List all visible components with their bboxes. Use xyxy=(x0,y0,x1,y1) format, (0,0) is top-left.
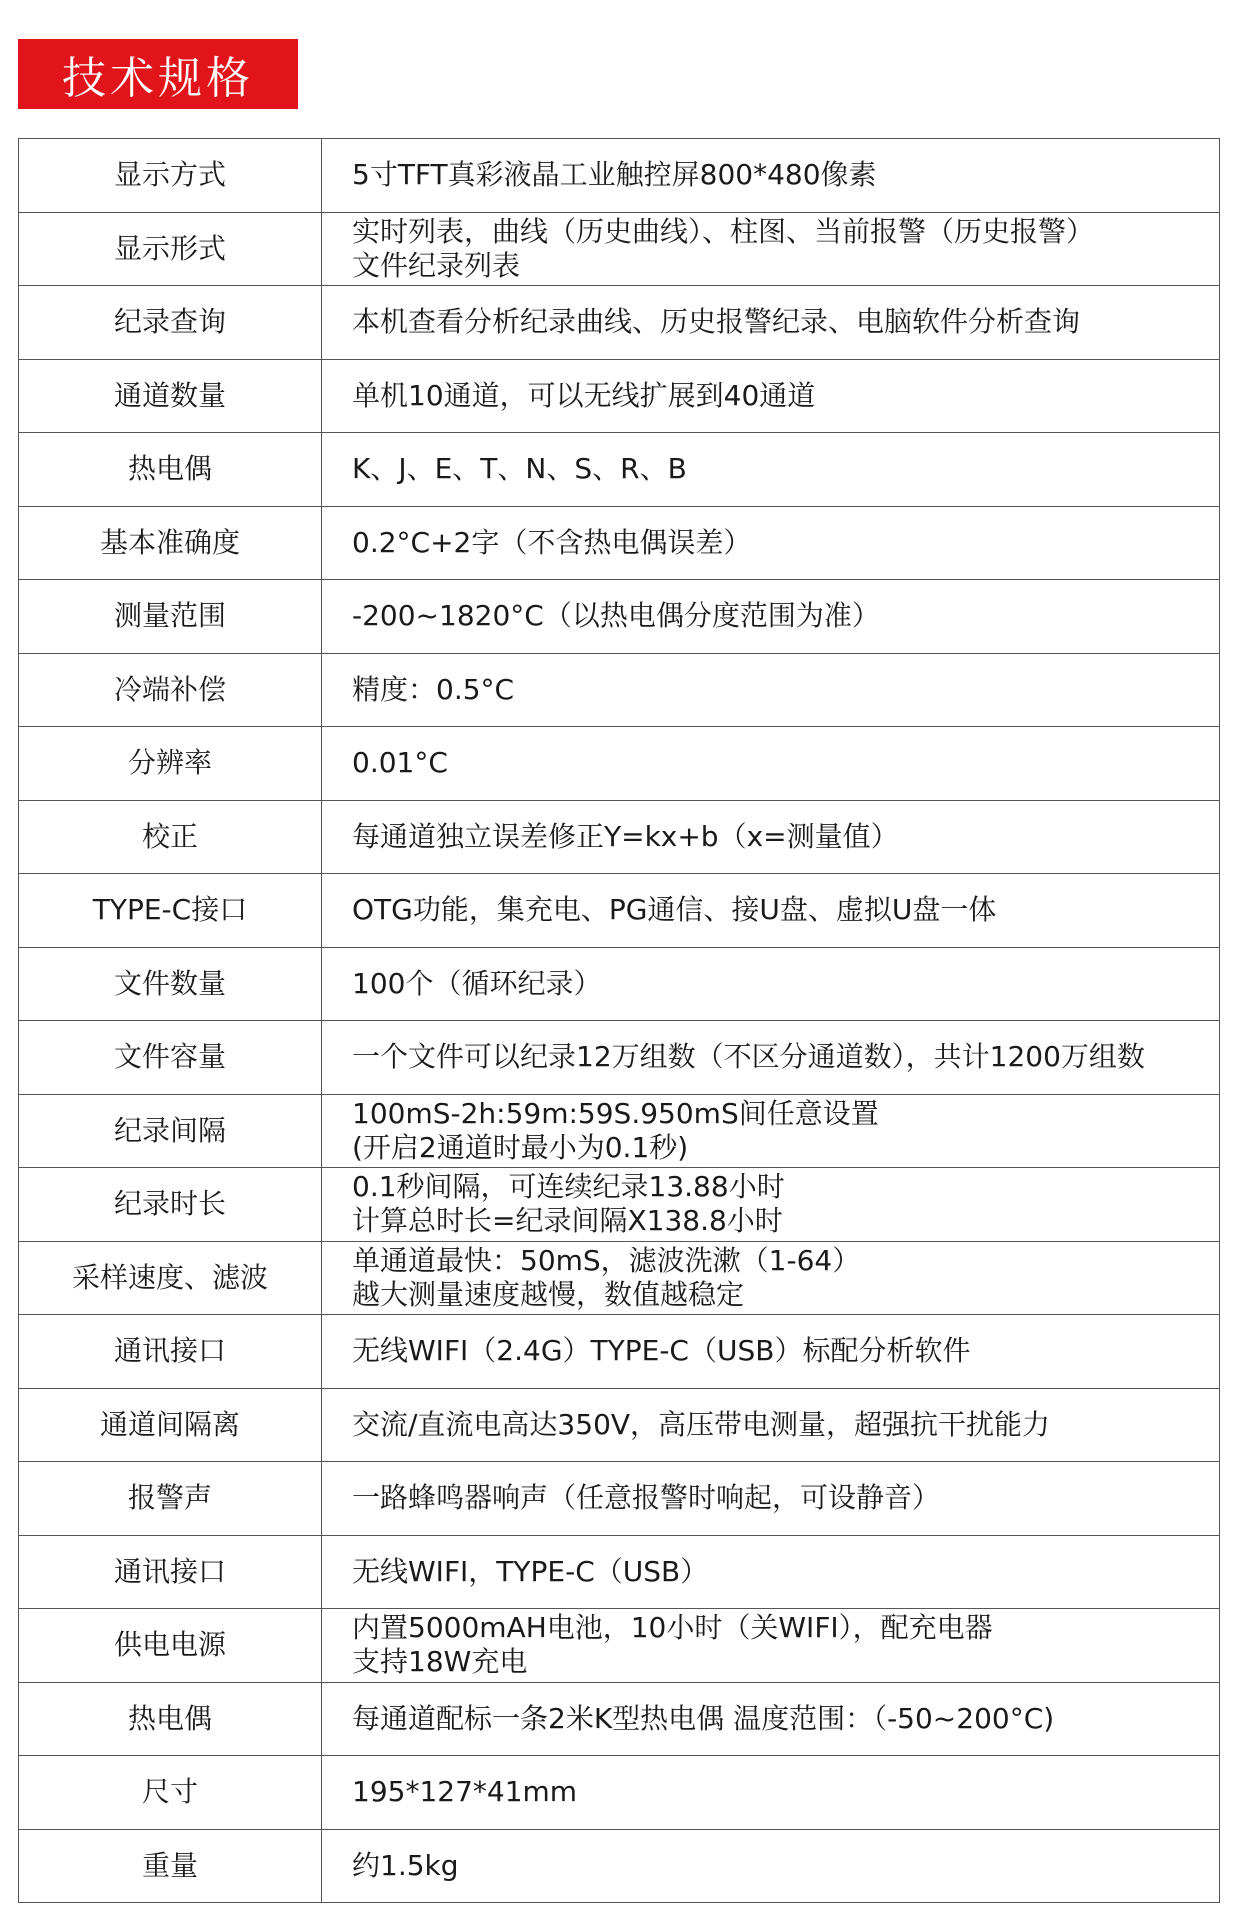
spec-label: 测量范围 xyxy=(19,580,322,654)
spec-label: 通道数量 xyxy=(19,359,322,433)
spec-row xyxy=(19,1241,1220,1315)
spec-value-line: 一路蜂鸣器响声（任意报警时响起，可设静音） xyxy=(352,1481,941,1515)
spec-value xyxy=(322,800,1220,874)
spec-label: 显示形式 xyxy=(19,212,322,286)
spec-label: 报警声 xyxy=(19,1462,322,1536)
spec-value-line: 100个（循环纪录） xyxy=(352,966,602,1000)
spec-value xyxy=(322,1315,1220,1389)
spec-value-line: OTG功能，集充电、PG通信、接U盘、虚拟U盘一体 xyxy=(352,893,997,927)
spec-value xyxy=(322,1021,1220,1095)
spec-value xyxy=(322,1535,1220,1609)
spec-value-line: 文件纪录列表 xyxy=(352,248,521,282)
spec-row xyxy=(19,506,1220,580)
spec-row xyxy=(19,286,1220,360)
spec-label: 通讯接口 xyxy=(19,1535,322,1609)
spec-value-line: (开启2通道时最小为0.1秒) xyxy=(352,1130,689,1164)
spec-label: 热电偶 xyxy=(19,433,322,507)
spec-label: 文件容量 xyxy=(19,1021,322,1095)
spec-value-line: 0.2°C+2字（不含热电偶误差） xyxy=(352,525,752,559)
spec-row xyxy=(19,433,1220,507)
spec-value xyxy=(322,1609,1220,1683)
spec-label: 纪录查询 xyxy=(19,286,322,360)
spec-label: 热电偶 xyxy=(19,1682,322,1756)
spec-value xyxy=(322,139,1220,213)
spec-value-line: 单通道最快：50mS，滤波洗漱（1-64） xyxy=(352,1243,861,1277)
spec-label: 尺寸 xyxy=(19,1756,322,1830)
spec-value xyxy=(322,580,1220,654)
spec-label: 供电电源 xyxy=(19,1609,322,1683)
spec-row xyxy=(19,874,1220,948)
spec-row xyxy=(19,359,1220,433)
page-title: 技术规格 xyxy=(18,39,298,109)
spec-value-line: 100mS-2h:59m:59S.950mS间任意设置 xyxy=(352,1096,879,1130)
spec-value xyxy=(322,1094,1220,1168)
spec-value-line: 交流/直流电高达350V，高压带电测量，超强抗干扰能力 xyxy=(352,1407,1051,1441)
spec-value-line: K、J、E、T、N、S、R、B xyxy=(352,452,687,486)
spec-value xyxy=(322,506,1220,580)
spec-value-line: 0.1秒间隔，可连续纪录13.88小时 xyxy=(352,1170,785,1204)
spec-value-line: 本机查看分析纪录曲线、历史报警纪录、电脑软件分析查询 xyxy=(352,305,1081,339)
spec-value-line: 内置5000mAH电池，10小时（关WIFI），配充电器 xyxy=(352,1611,993,1645)
spec-value xyxy=(322,1168,1220,1242)
spec-label: 显示方式 xyxy=(19,139,322,213)
spec-label: 冷端补偿 xyxy=(19,653,322,727)
spec-row xyxy=(19,1094,1220,1168)
spec-value-line: 越大测量速度越慢，数值越稳定 xyxy=(352,1277,745,1311)
spec-row xyxy=(19,727,1220,801)
spec-value xyxy=(322,653,1220,727)
spec-value-line: 每通道配标一条2米K型热电偶 温度范围：（-50~200°C) xyxy=(352,1701,1055,1735)
spec-value-line: 计算总时长=纪录间隔X138.8小时 xyxy=(352,1204,783,1238)
spec-label: 基本准确度 xyxy=(19,506,322,580)
spec-table xyxy=(18,138,1220,1903)
spec-row xyxy=(19,1388,1220,1462)
spec-value-line: 每通道独立误差修正Y=kx+b（x=测量值） xyxy=(352,819,899,853)
spec-label: TYPE-C接口 xyxy=(19,874,322,948)
spec-value xyxy=(322,727,1220,801)
spec-value xyxy=(322,286,1220,360)
spec-value xyxy=(322,1756,1220,1830)
spec-value-line: 精度：0.5°C xyxy=(352,672,515,706)
spec-value xyxy=(322,212,1220,286)
spec-label: 采样速度、滤波 xyxy=(19,1241,322,1315)
spec-label: 校正 xyxy=(19,800,322,874)
spec-value xyxy=(322,947,1220,1021)
spec-row xyxy=(19,947,1220,1021)
spec-value xyxy=(322,1388,1220,1462)
spec-row xyxy=(19,1535,1220,1609)
spec-value-line: 实时列表，曲线（历史曲线）、柱图、当前报警（历史报警） xyxy=(352,214,1095,248)
spec-row xyxy=(19,800,1220,874)
spec-label: 文件数量 xyxy=(19,947,322,1021)
spec-value xyxy=(322,874,1220,948)
spec-value-line: 单机10通道，可以无线扩展到40通道 xyxy=(352,378,816,412)
spec-row xyxy=(19,1462,1220,1536)
spec-value xyxy=(322,359,1220,433)
spec-row xyxy=(19,1756,1220,1830)
spec-label: 通道间隔离 xyxy=(19,1388,322,1462)
spec-value-line: 约1.5kg xyxy=(352,1848,459,1882)
spec-row xyxy=(19,212,1220,286)
spec-value xyxy=(322,1241,1220,1315)
spec-row xyxy=(19,1315,1220,1389)
spec-value xyxy=(322,433,1220,507)
spec-value xyxy=(322,1462,1220,1536)
spec-value-line: 195*127*41mm xyxy=(352,1775,578,1809)
spec-value-line: -200~1820°C（以热电偶分度范围为准） xyxy=(352,599,880,633)
spec-value xyxy=(322,1682,1220,1756)
spec-label: 通讯接口 xyxy=(19,1315,322,1389)
spec-row xyxy=(19,1682,1220,1756)
spec-value-line: 一个文件可以纪录12万组数（不区分通道数），共计1200万组数 xyxy=(352,1040,1145,1074)
spec-label: 纪录时长 xyxy=(19,1168,322,1242)
spec-row xyxy=(19,580,1220,654)
spec-row xyxy=(19,139,1220,213)
spec-label: 分辨率 xyxy=(19,727,322,801)
spec-value-line: 无线WIFI，TYPE-C（USB） xyxy=(352,1554,709,1588)
spec-label: 重量 xyxy=(19,1829,322,1903)
spec-row xyxy=(19,1829,1220,1903)
spec-value xyxy=(322,1829,1220,1903)
spec-value-line: 0.01°C xyxy=(352,746,448,780)
spec-row xyxy=(19,1168,1220,1242)
spec-value-line: 5寸TFT真彩液晶工业触控屏800*480像素 xyxy=(352,158,877,192)
spec-value-line: 无线WIFI（2.4G）TYPE-C（USB）标配分析软件 xyxy=(352,1334,971,1368)
spec-value-line: 支持18W充电 xyxy=(352,1645,528,1679)
spec-table-body xyxy=(19,139,1220,1903)
spec-label: 纪录间隔 xyxy=(19,1094,322,1168)
spec-row xyxy=(19,1021,1220,1095)
spec-row xyxy=(19,1609,1220,1683)
spec-row xyxy=(19,653,1220,727)
